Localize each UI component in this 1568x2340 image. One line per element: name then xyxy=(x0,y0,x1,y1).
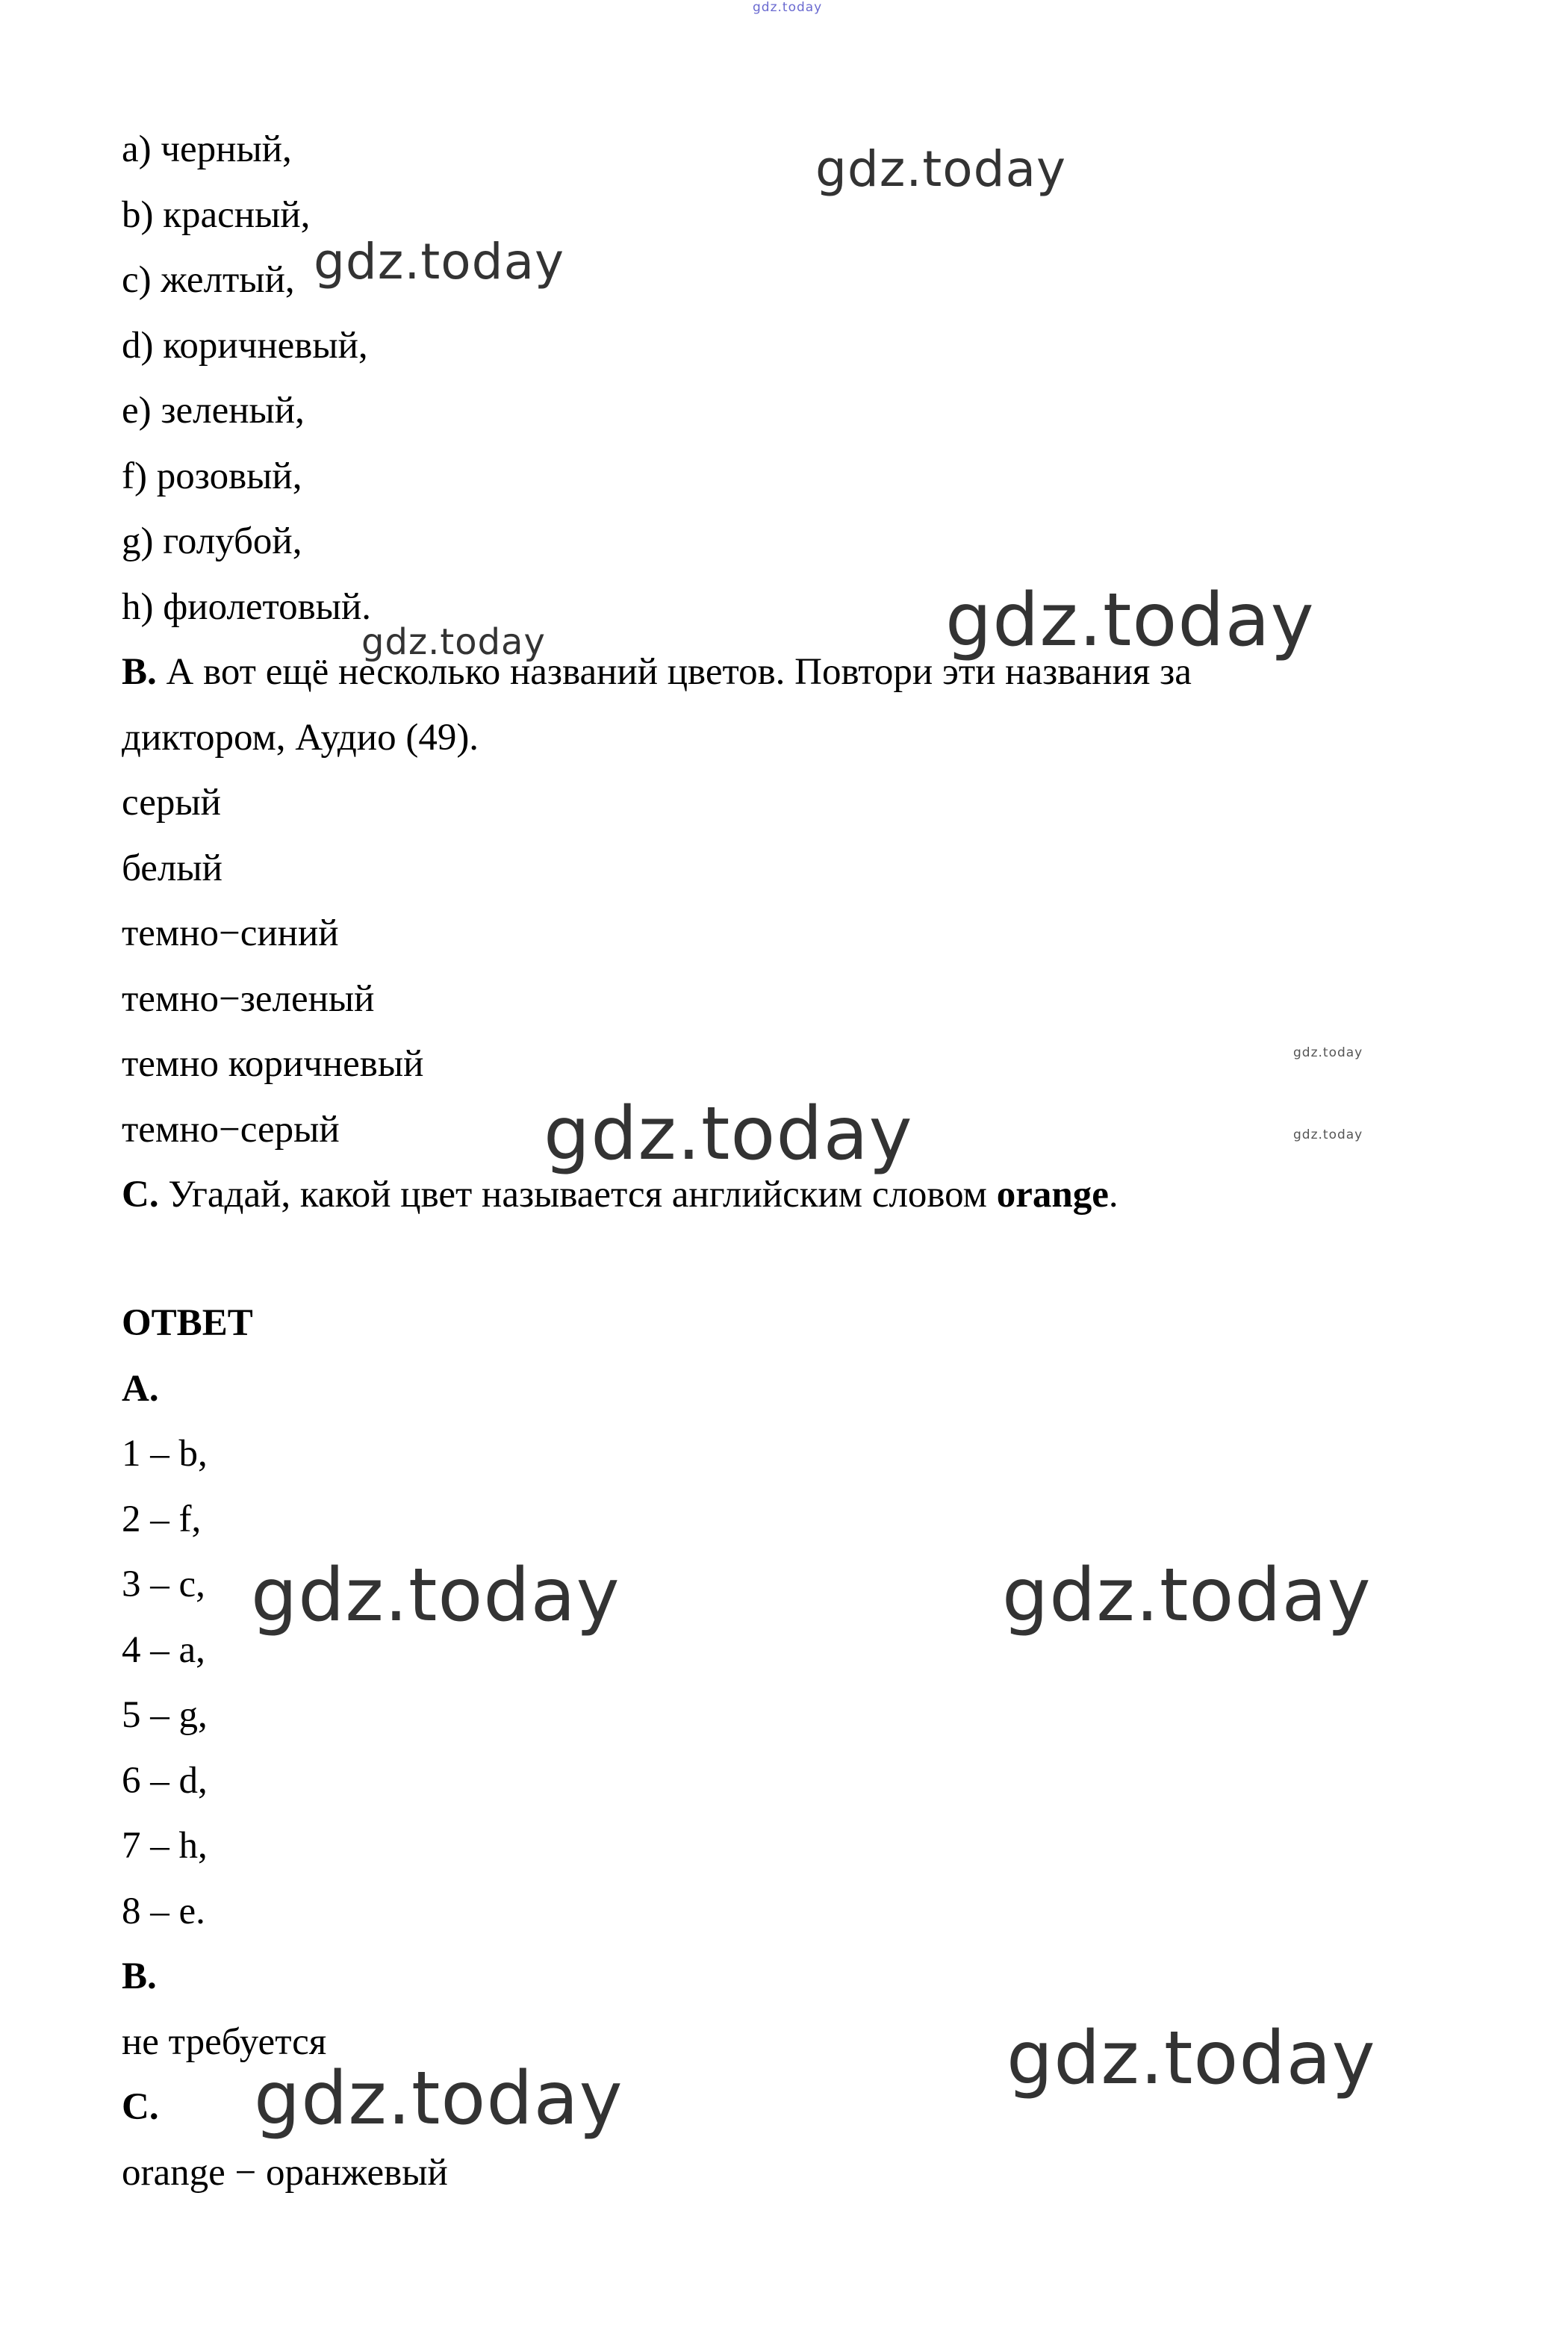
watermark: gdz.today xyxy=(544,1092,913,1177)
watermark: gdz.today xyxy=(361,621,546,663)
watermark: gdz.today xyxy=(753,0,823,15)
option-e: e) зеленый, xyxy=(122,390,305,432)
color-item: серый xyxy=(122,782,221,824)
watermark: gdz.today xyxy=(815,140,1067,198)
answer-item: 6 – d, xyxy=(122,1760,208,1802)
watermark: gdz.today xyxy=(254,2056,623,2141)
answer-item: 1 – b, xyxy=(122,1433,208,1475)
option-a: a) черный, xyxy=(122,128,292,170)
color-item: темно коричневый xyxy=(122,1043,424,1085)
answer-b-text: не требуется xyxy=(122,2021,327,2063)
answer-c-label: C. xyxy=(122,2086,159,2128)
part-c-end: . xyxy=(1108,1174,1119,1216)
part-c-letter: C. xyxy=(122,1174,159,1216)
answer-item: 8 – e. xyxy=(122,1891,205,1932)
part-b-text-line2: диктором, Аудио (49). xyxy=(122,717,479,759)
option-f: f) розовый, xyxy=(122,455,302,497)
option-h: h) фиолетовый. xyxy=(122,586,371,628)
watermark: gdz.today xyxy=(1002,1553,1372,1638)
part-c-instruction xyxy=(122,1172,1119,1217)
part-c-word: orange xyxy=(996,1174,1109,1216)
answer-c-text: orange − оранжевый xyxy=(122,2152,448,2194)
watermark: gdz.today xyxy=(945,578,1315,663)
watermark: gdz.today xyxy=(1293,1045,1363,1060)
answer-a-label: A. xyxy=(122,1368,159,1410)
watermark: gdz.today xyxy=(251,1553,620,1638)
color-item: белый xyxy=(122,847,223,889)
color-item: темно−синий xyxy=(122,912,339,954)
part-b-letter: B. xyxy=(122,651,157,693)
part-b-text-line1: А вот ещё несколько названий цветов. Повтори эти названия за xyxy=(156,651,1192,693)
option-g: g) голубой, xyxy=(122,520,302,562)
answer-b-label: B. xyxy=(122,1955,157,1997)
watermark: gdz.today xyxy=(1007,2016,1376,2101)
option-c: c) желтый, xyxy=(122,259,295,301)
answer-item: 7 – h, xyxy=(122,1825,208,1867)
answer-item: 4 – a, xyxy=(122,1629,205,1671)
watermark: gdz.today xyxy=(1293,1127,1363,1142)
watermark: gdz.today xyxy=(314,233,565,290)
answer-item: 3 – c, xyxy=(122,1563,205,1605)
color-item: темно−серый xyxy=(122,1109,340,1151)
answer-item: 2 – f, xyxy=(122,1499,202,1540)
option-b: b) красный, xyxy=(122,194,311,236)
option-d: d) коричневый, xyxy=(122,325,368,367)
answer-item: 5 – g, xyxy=(122,1694,208,1736)
color-item: темно−зеленый xyxy=(122,978,375,1020)
part-c-text: Угадай, какой цвет называется английским словом xyxy=(158,1174,997,1216)
answer-heading: ОТВЕТ xyxy=(122,1302,253,1344)
